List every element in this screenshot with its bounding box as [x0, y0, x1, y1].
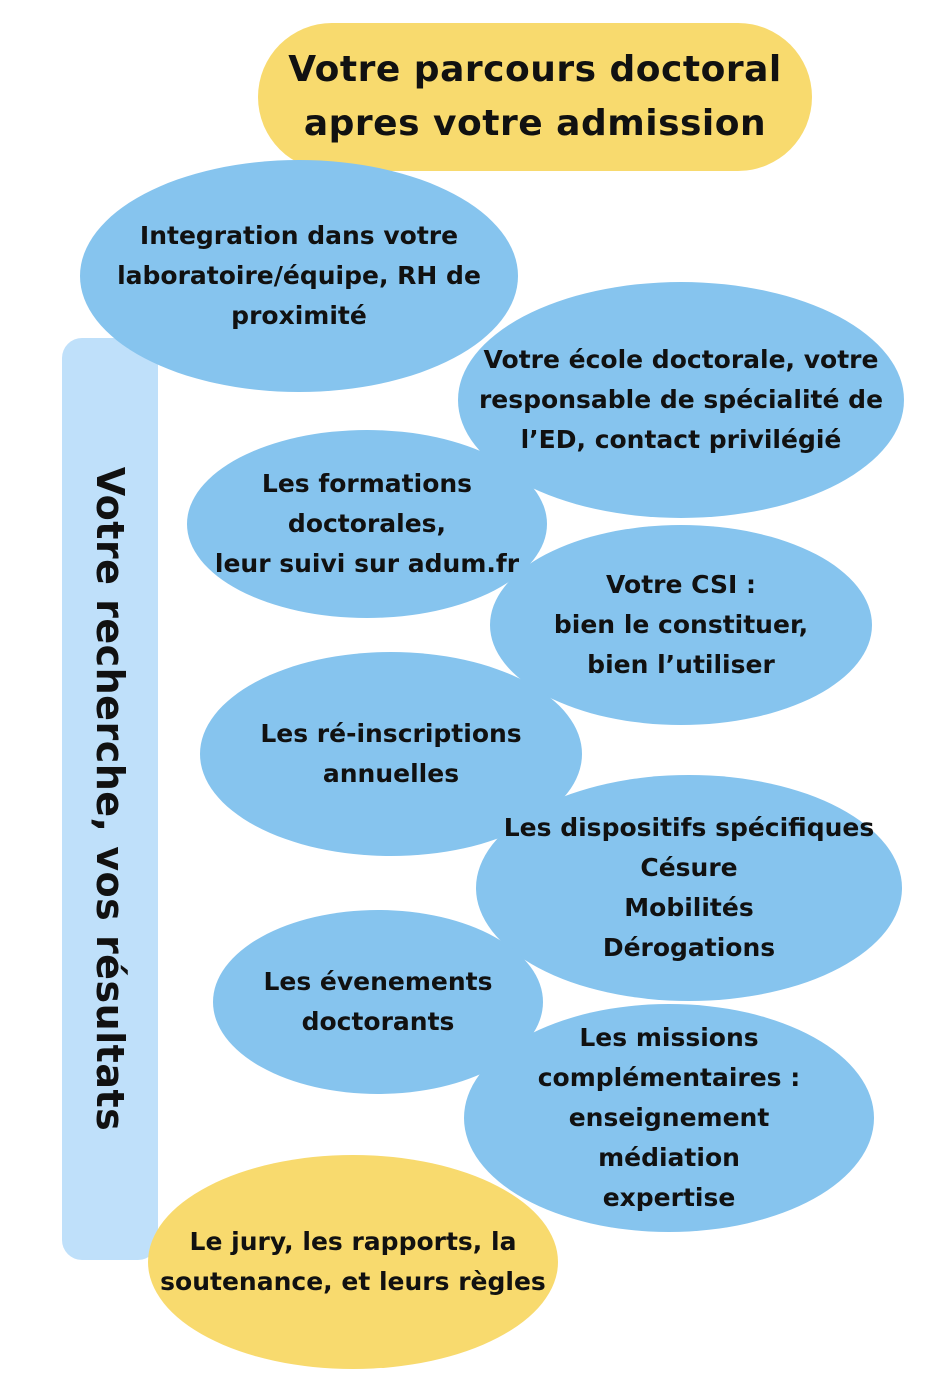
step-ecole-doctorale-line: Votre école doctorale, votre	[483, 345, 879, 374]
step-dispositifs-line: Dérogations	[602, 933, 776, 962]
step-integration-text	[117, 216, 481, 336]
title-line-2: apres votre admission	[303, 103, 767, 144]
title-text	[288, 43, 781, 151]
step-missions-line: complémentaires :	[537, 1063, 801, 1092]
step-evenements-line: doctorants	[301, 1007, 455, 1036]
side-bar	[62, 338, 158, 1260]
step-integration-line: laboratoire/équipe, RH de	[117, 261, 481, 290]
side-bar-label: Votre recherche, vos résultats	[88, 466, 132, 1132]
step-csi-line: bien le constituer,	[553, 610, 809, 639]
step-missions-line: enseignement	[568, 1103, 770, 1132]
step-reinscriptions-line: annuelles	[322, 759, 460, 788]
step-jury-bubble	[148, 1155, 558, 1369]
step-dispositifs-line: Césure	[640, 853, 738, 882]
step-dispositifs-text	[504, 808, 875, 968]
step-ecole-doctorale-line: l’ED, contact privilégié	[520, 425, 842, 454]
step-jury-text	[160, 1222, 546, 1302]
step-missions-line: Les missions	[579, 1023, 759, 1052]
step-formations-line: doctorales,	[287, 509, 447, 538]
step-csi-line: Votre CSI :	[606, 570, 756, 599]
step-csi-text	[554, 565, 808, 685]
step-missions-bubble	[464, 1004, 874, 1232]
title-line-1: Votre parcours doctoral	[288, 49, 782, 90]
step-integration-bubble	[80, 160, 518, 392]
step-jury-line: Le jury, les rapports, la	[189, 1227, 517, 1256]
step-dispositifs-line: Mobilités	[624, 893, 754, 922]
step-integration-line: proximité	[231, 301, 367, 330]
step-formations-line: leur suivi sur adum.fr	[214, 549, 520, 578]
step-missions-text	[538, 1018, 801, 1218]
step-ecole-doctorale-line: responsable de spécialité de	[478, 385, 884, 414]
step-ecole-doctorale-text	[479, 340, 883, 460]
step-reinscriptions-text	[260, 714, 521, 794]
title-pill	[258, 23, 812, 171]
step-missions-line: médiation	[598, 1143, 740, 1172]
step-formations-line: Les formations	[261, 469, 473, 498]
step-jury-line: soutenance, et leurs règles	[160, 1267, 546, 1296]
step-reinscriptions-line: Les ré-inscriptions	[260, 719, 522, 748]
step-missions-line: expertise	[602, 1183, 736, 1212]
step-evenements-line: Les évenements	[263, 967, 493, 996]
step-dispositifs-line: Les dispositifs spécifiques	[503, 813, 875, 842]
step-csi-line: bien l’utiliser	[587, 650, 775, 679]
step-formations-text	[215, 464, 519, 584]
step-evenements-text	[263, 962, 492, 1042]
step-integration-line: Integration dans votre	[139, 221, 459, 250]
step-dispositifs-bubble	[476, 775, 902, 1001]
step-formations-bubble	[187, 430, 547, 618]
